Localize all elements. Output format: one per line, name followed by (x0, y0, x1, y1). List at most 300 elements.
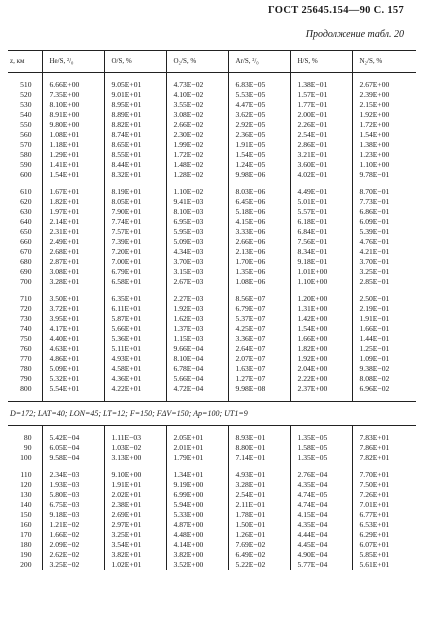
value-cell: 4.10E−02 (166, 90, 228, 100)
value-cell: 3.21E−01 (290, 150, 352, 160)
value-cell: 8.34E−01 (290, 247, 352, 257)
value-cell: 1.54E+01 (42, 170, 104, 180)
value-cell: 1.31E+00 (290, 304, 352, 314)
value-cell: 1.50E−01 (228, 520, 290, 530)
table-row (8, 237, 416, 247)
altitude-cell: 530 (20, 100, 32, 109)
page-header: ГОСТ 25645.154—90 С. 157 (268, 5, 404, 16)
table-row (8, 187, 416, 197)
value-cell: 6.11E+01 (104, 304, 166, 314)
value-cell: 2.38E+01 (104, 500, 166, 510)
table-row (8, 227, 416, 237)
table-row (8, 560, 416, 570)
value-cell: 8.32E+01 (104, 170, 166, 180)
spacer-cell (8, 426, 42, 434)
altitude-cell: 130 (20, 490, 32, 499)
value-cell: 7.74E+01 (104, 217, 166, 227)
value-cell: 5.18E−06 (228, 207, 290, 217)
value-cell: 8.82E+01 (104, 120, 166, 130)
table-row (8, 140, 416, 150)
value-cell: 4.74E−04 (290, 500, 352, 510)
value-cell: 1.35E−05 (290, 453, 352, 463)
value-cell: 8.44E+01 (104, 160, 166, 170)
altitude-cell: 150 (20, 510, 32, 519)
altitude-cell: 780 (20, 364, 32, 373)
value-cell: 8.89E+01 (104, 110, 166, 120)
value-cell: 5.22E−02 (228, 560, 290, 570)
value-cell: 4.34E−03 (166, 247, 228, 257)
column-header-n2: N₂/S, % (352, 51, 416, 73)
altitude-cell: 710 (20, 294, 32, 303)
table-row (8, 500, 416, 510)
altitude-cell: 690 (20, 267, 32, 276)
value-cell: 9.10E+00 (104, 470, 166, 480)
spacer-cell (8, 180, 42, 187)
spacer-cell (42, 287, 104, 294)
value-cell: 6.35E+01 (104, 294, 166, 304)
value-cell: 8.05E+01 (104, 197, 166, 207)
value-cell: 1.48E−02 (166, 160, 228, 170)
value-cell: 6.86E−01 (352, 207, 416, 217)
value-cell: 7.26E+01 (352, 490, 416, 500)
value-cell: 1.25E−01 (352, 344, 416, 354)
altitude-cell: 790 (20, 374, 32, 383)
value-cell: 5.42E−04 (42, 433, 104, 443)
value-cell: 2.26E−01 (290, 120, 352, 130)
data-table (8, 50, 416, 570)
value-cell: 8.80E−01 (228, 443, 290, 453)
spacer-cell (166, 394, 228, 402)
value-cell: 4.44E−04 (290, 530, 352, 540)
value-cell: 3.08E−02 (166, 110, 228, 120)
altitude-cell: 140 (20, 500, 32, 509)
value-cell: 1.91E+01 (104, 480, 166, 490)
value-cell: 2.62E−02 (42, 550, 104, 560)
altitude-cell: 700 (20, 277, 32, 286)
value-cell: 4.35E−04 (290, 480, 352, 490)
table-row (8, 197, 416, 207)
value-cell: 8.93E−01 (228, 433, 290, 443)
value-cell: 1.82E+00 (290, 344, 352, 354)
value-cell: 8.95E+01 (104, 100, 166, 110)
value-cell: 1.28E−02 (166, 170, 228, 180)
table-row (8, 170, 416, 180)
value-cell: 5.66E−04 (166, 374, 228, 384)
value-cell: 6.53E+01 (352, 520, 416, 530)
table-row (8, 160, 416, 170)
value-cell: 4.25E−07 (228, 324, 290, 334)
value-cell: 2.54E−01 (290, 130, 352, 140)
value-cell: 1.92E+00 (290, 354, 352, 364)
value-cell: 2.27E−03 (166, 294, 228, 304)
spacer-cell (42, 73, 104, 81)
spacer-cell (228, 287, 290, 294)
spacer-cell (42, 463, 104, 470)
spacer-cell (166, 287, 228, 294)
value-cell: 1.54E−05 (228, 150, 290, 160)
value-cell: 4.49E−01 (290, 187, 352, 197)
value-cell: 5.09E−03 (166, 237, 228, 247)
altitude-cell: 730 (20, 314, 32, 323)
value-cell: 7.82E+01 (352, 453, 416, 463)
spacer-cell (166, 73, 228, 81)
spacer-cell (228, 426, 290, 434)
value-cell: 1.82E+01 (42, 197, 104, 207)
value-cell: 3.54E+01 (104, 540, 166, 550)
altitude-cell: 570 (20, 140, 32, 149)
altitude-cell: 720 (20, 304, 32, 313)
value-cell: 2.50E−01 (352, 294, 416, 304)
value-cell: 2.68E+01 (42, 247, 104, 257)
table-row (8, 130, 416, 140)
table-row (8, 110, 416, 120)
value-cell: 3.08E+01 (42, 267, 104, 277)
value-cell: 2.67E+00 (352, 80, 416, 90)
altitude-cell: 680 (20, 257, 32, 266)
value-cell: 2.66E−02 (166, 120, 228, 130)
value-cell: 9.05E+01 (104, 80, 166, 90)
spacer-cell (290, 180, 352, 187)
altitude-cell: 590 (20, 160, 32, 169)
table-row (8, 490, 416, 500)
altitude-cell: 610 (20, 187, 32, 196)
value-cell: 8.55E+01 (104, 150, 166, 160)
value-cell: 5.57E−01 (290, 207, 352, 217)
spacer-cell (104, 394, 166, 402)
spacer-cell (8, 287, 42, 294)
value-cell: 3.25E−02 (42, 560, 104, 570)
value-cell: 3.28E−01 (228, 480, 290, 490)
table-row (8, 540, 416, 550)
spacer-cell (352, 426, 416, 434)
value-cell: 1.72E+00 (352, 120, 416, 130)
value-cell: 2.09E−02 (42, 540, 104, 550)
spacer-cell (290, 426, 352, 434)
column-header-altitude: z, км (8, 51, 42, 73)
value-cell: 4.63E+01 (42, 344, 104, 354)
value-cell: 4.35E−04 (290, 520, 352, 530)
value-cell: 1.77E−01 (290, 100, 352, 110)
spacer-cell (166, 180, 228, 187)
value-cell: 5.54E+01 (42, 384, 104, 394)
altitude-cell: 640 (20, 217, 32, 226)
table-row (8, 80, 416, 90)
spacer-cell (104, 180, 166, 187)
value-cell: 3.25E+01 (104, 530, 166, 540)
altitude-cell: 660 (20, 237, 32, 246)
table-row (8, 384, 416, 394)
altitude-cell: 80 (23, 433, 32, 442)
value-cell: 6.29E+01 (352, 530, 416, 540)
value-cell: 5.94E+00 (166, 500, 228, 510)
value-cell: 2.69E+01 (104, 510, 166, 520)
value-cell: 9.98E−06 (228, 170, 290, 180)
value-cell: 1.08E−06 (228, 277, 290, 287)
spacer-cell (352, 463, 416, 470)
value-cell: 3.13E+00 (104, 453, 166, 463)
value-cell: 4.87E+00 (166, 520, 228, 530)
table-header-row (8, 51, 416, 73)
value-cell: 7.57E+01 (104, 227, 166, 237)
value-cell: 7.14E−01 (228, 453, 290, 463)
altitude-cell: 160 (20, 520, 32, 529)
column-header-ar: Ar/S, ²/₀ (228, 51, 290, 73)
value-cell: 1.03E−02 (104, 443, 166, 453)
value-cell: 1.44E−01 (352, 334, 416, 344)
value-cell: 5.77E−04 (290, 560, 352, 570)
altitude-cell: 800 (20, 384, 32, 393)
table-row (8, 510, 416, 520)
value-cell: 9.38E−02 (352, 364, 416, 374)
spacer-cell (42, 426, 104, 434)
value-cell: 6.49E−02 (228, 550, 290, 560)
value-cell: 1.15E−03 (166, 334, 228, 344)
value-cell: 2.31E+01 (42, 227, 104, 237)
value-cell: 5.80E−03 (42, 490, 104, 500)
spacer-cell (8, 394, 42, 402)
value-cell: 1.38E−01 (290, 80, 352, 90)
table-row (8, 90, 416, 100)
value-cell: 6.07E+01 (352, 540, 416, 550)
value-cell: 7.00E+01 (104, 257, 166, 267)
value-cell: 5.32E+01 (42, 374, 104, 384)
table-row (8, 334, 416, 344)
value-cell: 3.70E−03 (166, 257, 228, 267)
table-row (8, 120, 416, 130)
altitude-cell: 650 (20, 227, 32, 236)
value-cell: 5.09E+01 (42, 364, 104, 374)
value-cell: 7.83E+01 (352, 433, 416, 443)
value-cell: 5.37E−07 (228, 314, 290, 324)
column-header-o2: O₂/S, % (166, 51, 228, 73)
altitude-cell: 600 (20, 170, 32, 179)
value-cell: 2.11E−01 (228, 500, 290, 510)
table-row (8, 257, 416, 267)
spacer-cell (228, 180, 290, 187)
value-cell: 6.09E−01 (352, 217, 416, 227)
value-cell: 8.74E+01 (104, 130, 166, 140)
altitude-cell: 540 (20, 110, 32, 119)
value-cell: 4.36E+01 (104, 374, 166, 384)
value-cell: 8.08E−02 (352, 374, 416, 384)
value-cell: 2.15E+00 (352, 100, 416, 110)
spacer-cell (352, 73, 416, 81)
value-cell: 4.86E+01 (42, 354, 104, 364)
table-row (8, 480, 416, 490)
value-cell: 8.10E−03 (166, 207, 228, 217)
value-cell: 6.05E−04 (42, 443, 104, 453)
value-cell: 8.03E−06 (228, 187, 290, 197)
value-cell: 1.99E−02 (166, 140, 228, 150)
value-cell: 4.47E−05 (228, 100, 290, 110)
group-spacer (8, 426, 416, 434)
altitude-cell: 180 (20, 540, 32, 549)
value-cell: 4.93E+01 (104, 354, 166, 364)
value-cell: 2.49E+01 (42, 237, 104, 247)
value-cell: 8.65E+01 (104, 140, 166, 150)
value-cell: 2.86E−01 (290, 140, 352, 150)
altitude-cell: 110 (20, 470, 32, 479)
value-cell: 5.53E−05 (228, 90, 290, 100)
value-cell: 8.91E+00 (42, 110, 104, 120)
value-cell: 4.22E+01 (104, 384, 166, 394)
value-cell: 1.78E−01 (228, 510, 290, 520)
value-cell: 2.97E+01 (104, 520, 166, 530)
value-cell: 1.21E−02 (42, 520, 104, 530)
value-cell: 5.39E−01 (352, 227, 416, 237)
value-cell: 2.00E−01 (290, 110, 352, 120)
table-row (8, 150, 416, 160)
value-cell: 4.76E−01 (352, 237, 416, 247)
value-cell: 1.67E+01 (42, 187, 104, 197)
value-cell: 9.78E−01 (352, 170, 416, 180)
spacer-cell (352, 394, 416, 402)
value-cell: 3.60E−01 (290, 160, 352, 170)
value-cell: 6.96E−02 (352, 384, 416, 394)
value-cell: 4.21E−01 (352, 247, 416, 257)
value-cell: 2.13E−06 (228, 247, 290, 257)
value-cell: 1.91E−01 (352, 314, 416, 324)
value-cell: 1.01E+00 (290, 267, 352, 277)
value-cell: 2.02E+01 (104, 490, 166, 500)
spacer-cell (8, 463, 42, 470)
value-cell: 1.09E−01 (352, 354, 416, 364)
value-cell: 8.10E−04 (166, 354, 228, 364)
spacer-cell (8, 73, 42, 81)
value-cell: 1.57E−01 (290, 90, 352, 100)
altitude-cell: 740 (20, 324, 32, 333)
value-cell: 4.93E−01 (228, 470, 290, 480)
value-cell: 3.25E−01 (352, 267, 416, 277)
value-cell: 2.37E+00 (290, 384, 352, 394)
value-cell: 5.85E+01 (352, 550, 416, 560)
value-cell: 1.10E+00 (290, 277, 352, 287)
value-cell: 2.19E−01 (352, 304, 416, 314)
value-cell: 3.70E−01 (352, 257, 416, 267)
value-cell: 1.11E−03 (104, 433, 166, 443)
value-cell: 1.18E+01 (42, 140, 104, 150)
value-cell: 4.14E+00 (166, 540, 228, 550)
value-cell: 8.70E−01 (352, 187, 416, 197)
group-spacer (8, 73, 416, 81)
value-cell: 3.50E+01 (42, 294, 104, 304)
value-cell: 3.72E+01 (42, 304, 104, 314)
value-cell: 2.01E+01 (166, 443, 228, 453)
value-cell: 1.02E+01 (104, 560, 166, 570)
value-cell: 2.07E−07 (228, 354, 290, 364)
altitude-cell: 580 (20, 150, 32, 159)
value-cell: 1.66E−01 (352, 324, 416, 334)
value-cell: 1.79E+01 (166, 453, 228, 463)
value-cell: 6.58E+01 (104, 277, 166, 287)
spacer-cell (290, 287, 352, 294)
value-cell: 1.91E−05 (228, 140, 290, 150)
value-cell: 2.85E−01 (352, 277, 416, 287)
value-cell: 2.87E+01 (42, 257, 104, 267)
value-cell: 8.56E−07 (228, 294, 290, 304)
altitude-cell: 520 (20, 90, 32, 99)
value-cell: 3.36E−07 (228, 334, 290, 344)
value-cell: 6.45E−06 (228, 197, 290, 207)
value-cell: 1.54E+00 (352, 130, 416, 140)
value-cell: 8.19E+01 (104, 187, 166, 197)
value-cell: 2.05E+01 (166, 433, 228, 443)
value-cell: 7.20E+01 (104, 247, 166, 257)
altitude-cell: 550 (20, 120, 32, 129)
value-cell: 4.15E−06 (228, 217, 290, 227)
value-cell: 1.92E−03 (166, 304, 228, 314)
table-row (8, 354, 416, 364)
value-cell: 6.75E−03 (42, 500, 104, 510)
value-cell: 2.34E−03 (42, 470, 104, 480)
value-cell: 4.02E−01 (290, 170, 352, 180)
spacer-cell (290, 394, 352, 402)
table-row (8, 324, 416, 334)
value-cell: 3.82E+01 (104, 550, 166, 560)
altitude-cell: 760 (20, 344, 32, 353)
altitude-cell: 100 (20, 453, 32, 462)
value-cell: 2.30E−02 (166, 130, 228, 140)
table-row (8, 530, 416, 540)
table-row (8, 520, 416, 530)
table-row (8, 304, 416, 314)
value-cell: 5.33E+00 (166, 510, 228, 520)
value-cell: 6.78E−04 (166, 364, 228, 374)
value-cell: 9.41E−03 (166, 197, 228, 207)
value-cell: 2.54E−01 (228, 490, 290, 500)
value-cell: 1.34E+01 (166, 470, 228, 480)
value-cell: 4.17E+01 (42, 324, 104, 334)
value-cell: 1.37E−03 (166, 324, 228, 334)
value-cell: 9.98E−08 (228, 384, 290, 394)
value-cell: 1.70E−06 (228, 257, 290, 267)
table-row (8, 374, 416, 384)
value-cell: 1.29E+01 (42, 150, 104, 160)
table-row (8, 217, 416, 227)
value-cell: 2.22E+00 (290, 374, 352, 384)
table-continuation-caption: Продолжение табл. 20 (305, 29, 404, 40)
value-cell: 4.15E−04 (290, 510, 352, 520)
value-cell: 4.72E−04 (166, 384, 228, 394)
value-cell: 4.40E+01 (42, 334, 104, 344)
value-cell: 6.77E+01 (352, 510, 416, 520)
value-cell: 1.97E+01 (42, 207, 104, 217)
value-cell: 4.73E−02 (166, 80, 228, 90)
parameters-row (8, 402, 416, 426)
spacer-cell (104, 463, 166, 470)
value-cell: 7.56E−01 (290, 237, 352, 247)
value-cell: 1.10E+00 (352, 160, 416, 170)
value-cell: 1.24E−05 (228, 160, 290, 170)
value-cell: 5.61E+01 (352, 560, 416, 570)
value-cell: 6.66E+00 (42, 80, 104, 90)
value-cell: 8.10E+00 (42, 100, 104, 110)
value-cell: 9.01E+01 (104, 90, 166, 100)
altitude-cell: 670 (20, 247, 32, 256)
spacer-cell (290, 73, 352, 81)
table-row (8, 247, 416, 257)
value-cell: 7.01E+01 (352, 500, 416, 510)
spacer-cell (42, 180, 104, 187)
value-cell: 9.80E+00 (42, 120, 104, 130)
value-cell: 4.58E+01 (104, 364, 166, 374)
value-cell: 2.39E+00 (352, 90, 416, 100)
value-cell: 7.35E+00 (42, 90, 104, 100)
altitude-cell: 90 (23, 443, 32, 452)
value-cell: 7.70E+01 (352, 470, 416, 480)
value-cell: 9.18E−01 (290, 257, 352, 267)
value-cell: 1.66E−02 (42, 530, 104, 540)
